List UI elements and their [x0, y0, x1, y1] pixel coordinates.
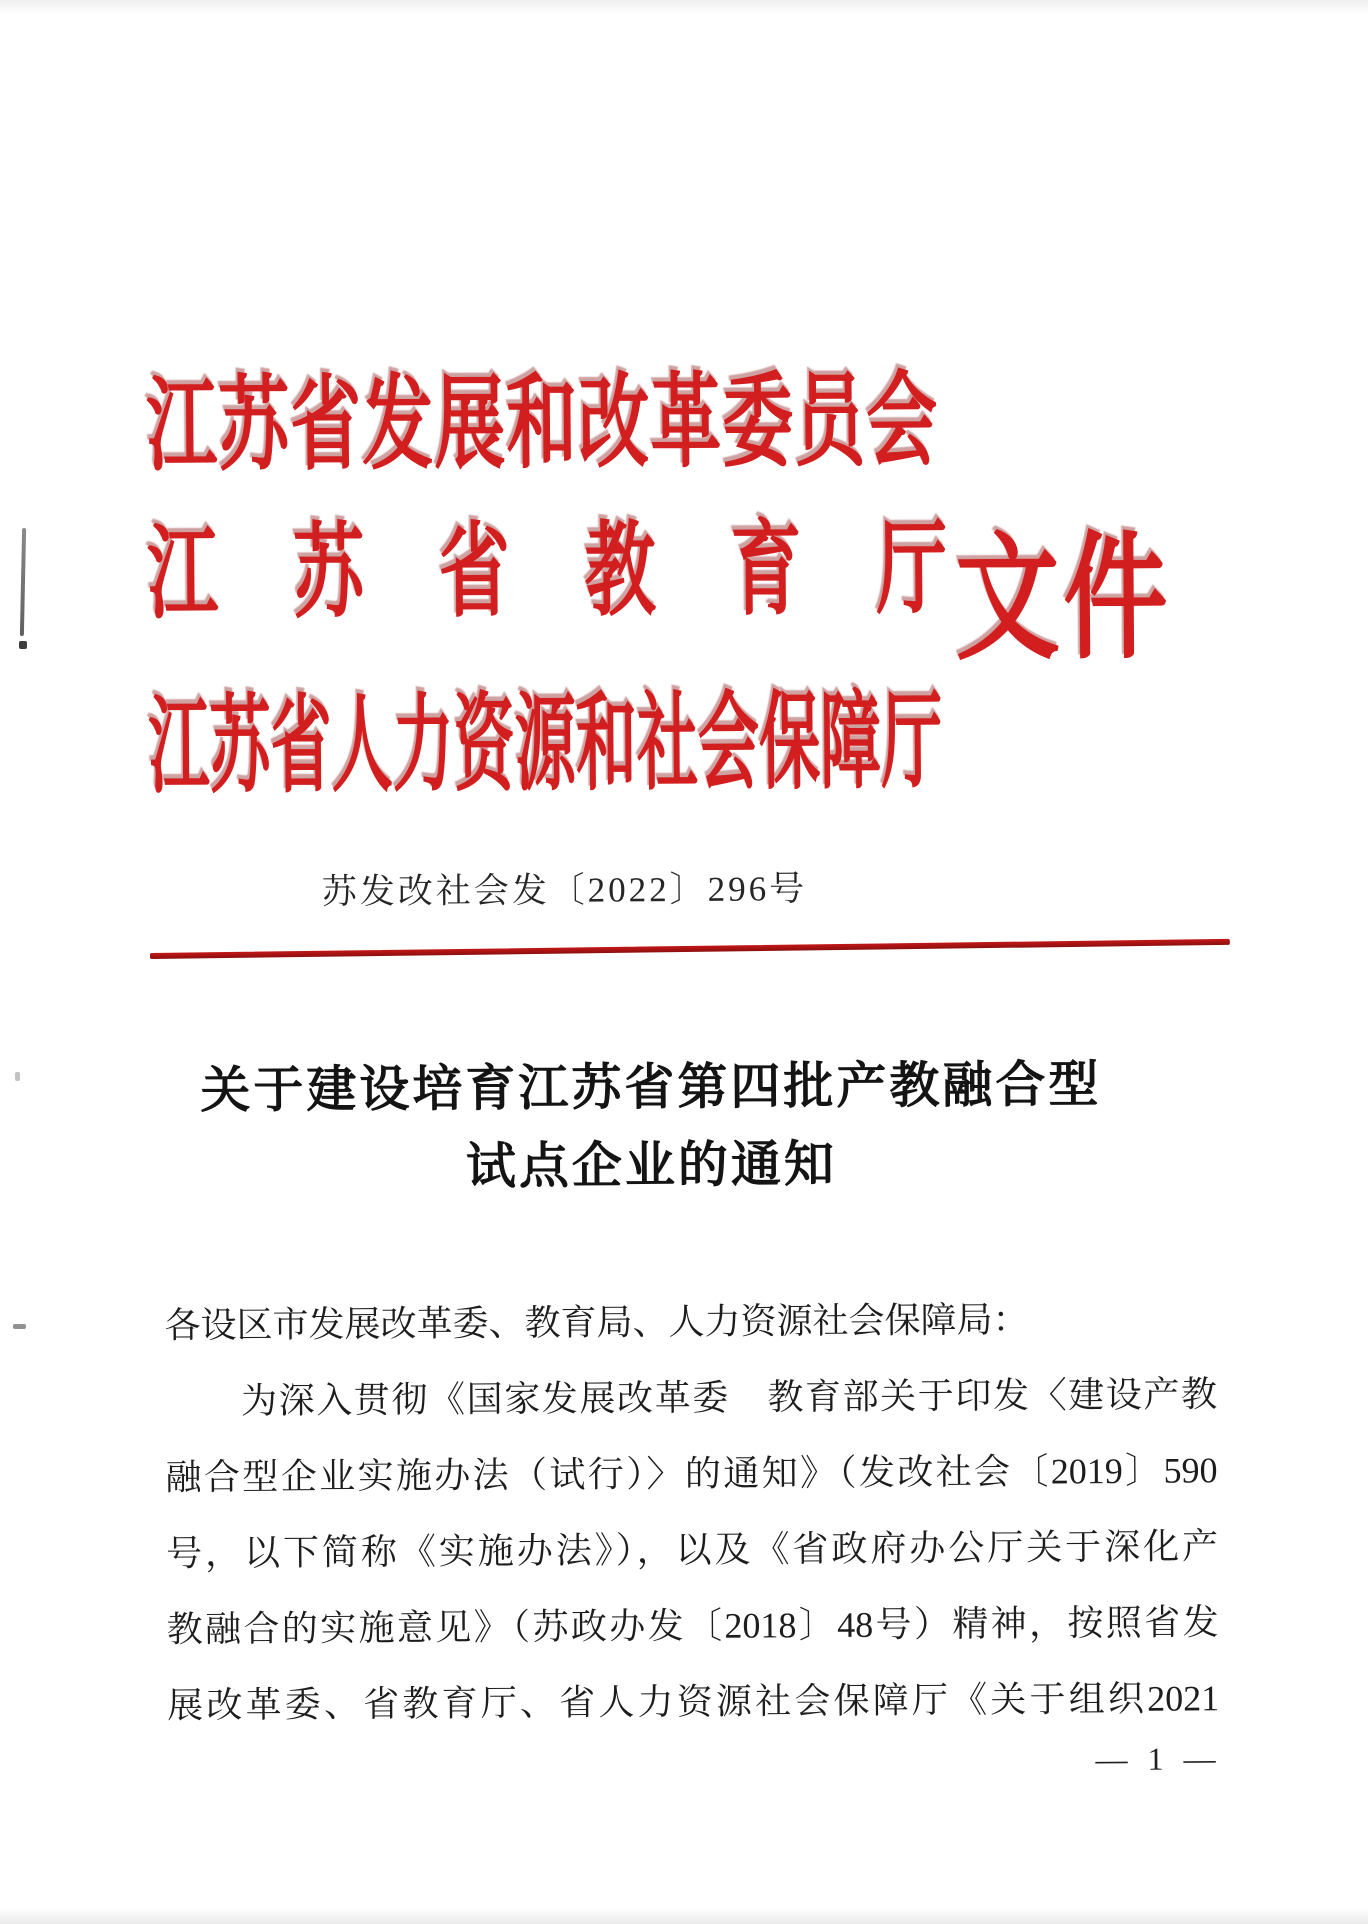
salutation-line: 各设区市发展改革委、教育局、人力资源社会保障局： [164, 1299, 1029, 1346]
agency-name-line2: 江 苏 省 教 育 厅 [146, 513, 948, 633]
document-title-line2: 试点企业的通知 [465, 1135, 838, 1195]
page-number: — 1 — [1095, 1740, 1222, 1778]
body-line: 展改革委、省教育厅、省人力资源社会保障厅《关于组织2021 [167, 1678, 1220, 1726]
document-title [1, 1044, 1302, 1209]
red-divider-line [150, 939, 1230, 959]
body-line: 号，以下简称《实施办法》），以及《省政府办公厅关于深化产 [165, 1526, 1219, 1574]
document-number: 苏发改社会发〔2022〕296号 [321, 869, 808, 912]
body-line: 融合型企业实施办法（试行）〉的通知》（发改社会〔2019〕590 [165, 1450, 1218, 1498]
body-line: 为深入贯彻《国家发展改革委 教育部关于印发〈建设产教 [240, 1374, 1218, 1422]
body-line: 教融合的实施意见》（苏政办发〔2018〕48号）精神，按照省发 [166, 1602, 1219, 1650]
agency-name-line1: 江苏省发展和改革委员会 [145, 365, 939, 485]
document-title-line1: 关于建设培育江苏省第四批产教融合型 [200, 1056, 1102, 1119]
agency-name-line3: 江苏省人力资源和社会保障厅 [148, 684, 943, 808]
letterhead [145, 336, 1209, 808]
doc-type-label: 文件 [954, 523, 1173, 677]
document-body [164, 1280, 1219, 1743]
